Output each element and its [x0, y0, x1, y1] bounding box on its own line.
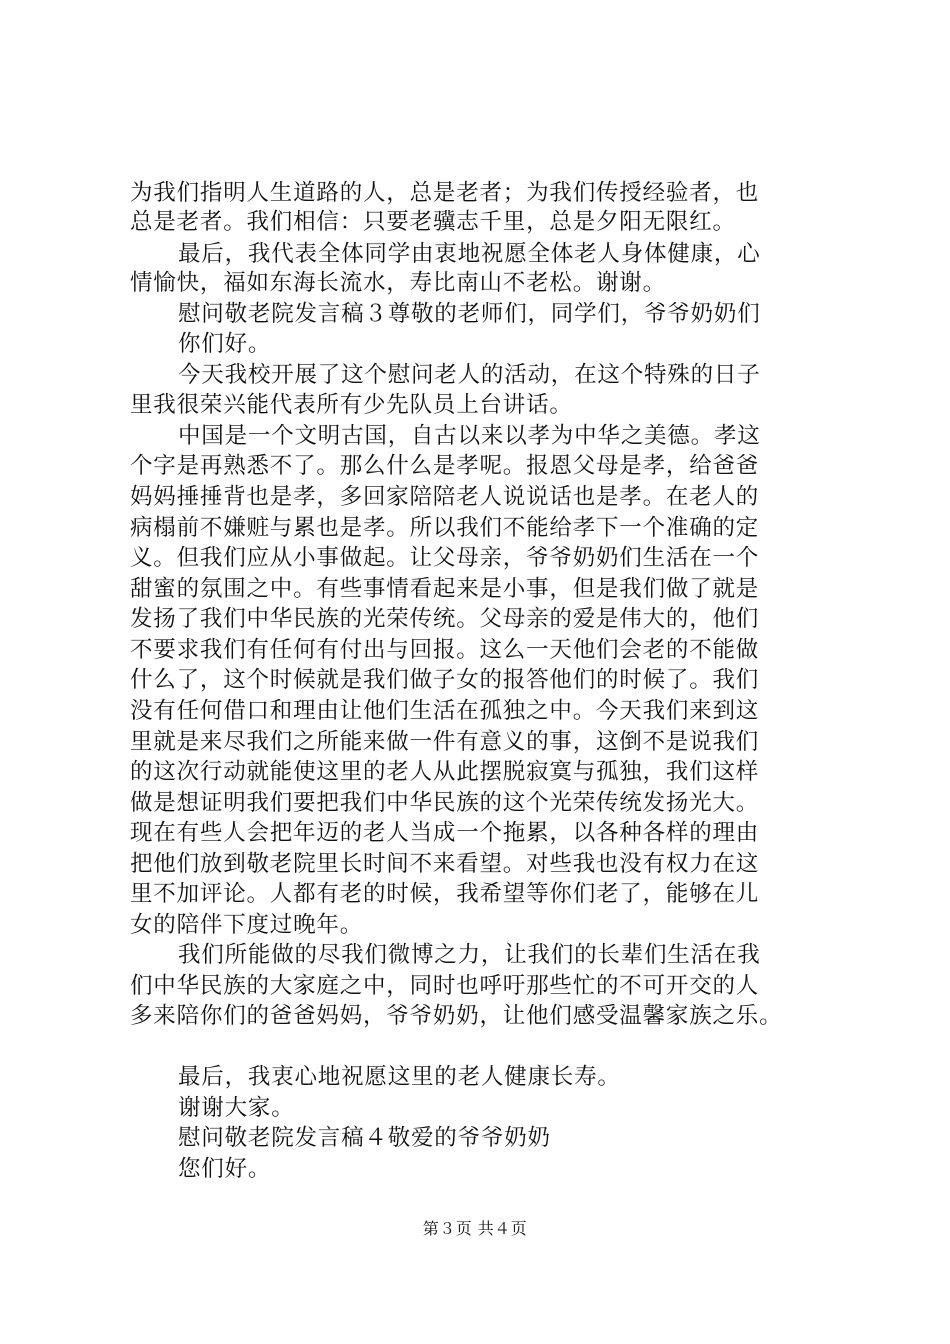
body-line: 为我们指明人生道路的人，总是老者；为我们传授经验者，也 — [130, 180, 760, 206]
body-line: 发扬了我们中华民族的光荣传统。父母亲的爱是伟大的，他们 — [130, 606, 760, 632]
body-line: 我们所能做的尽我们微博之力，让我们的长辈们生活在我 — [178, 942, 761, 968]
closing-line: 最后，我衷心地祝愿这里的老人健康长寿。 — [178, 1064, 621, 1090]
body-line: 里不加评论。人都有老的时候，我希望等你们老了，能够在儿 — [130, 881, 760, 907]
body-line: 妈妈捶捶背也是孝，多回家陪陪老人说说话也是孝。在老人的 — [130, 484, 760, 510]
section-heading-line: 慰问敬老院发言稿４敬爱的爷爷奶奶 — [178, 1125, 551, 1151]
body-line: 病榻前不嫌赃与累也是孝。所以我们不能给孝下一个准确的定 — [130, 515, 760, 541]
body-line: 义。但我们应从小事做起。让父母亲，爷爷奶奶们生活在一个 — [130, 545, 760, 571]
body-line: 什么了，这个时候就是我们做子女的报答他们的时候了。我们 — [130, 667, 760, 693]
body-line: 里我很荣兴能代表所有少先队员上台讲话。 — [130, 392, 573, 418]
body-line: 里就是来尽我们之所能来做一件有意义的事，这倒不是说我们 — [130, 729, 760, 755]
greeting-line: 你们好。 — [178, 331, 272, 357]
body-line: 的这次行动就能使这里的老人从此摆脱寂寞与孤独，我们这样 — [130, 759, 760, 785]
page-number-footer: 第３页 共４页 — [422, 1219, 528, 1238]
body-line: 今天我校开展了这个慰问老人的活动，在这个特殊的日子 — [178, 362, 761, 388]
body-line: 情愉快，福如东海长流水，寿比南山不老松。谢谢。 — [130, 270, 666, 296]
body-line: 不要求我们有任何有付出与回报。这么一天他们会老的不能做 — [130, 637, 760, 663]
body-line: 没有任何借口和理由让他们生活在孤独之中。今天我们来到这 — [130, 698, 760, 724]
body-line: 总是老者。我们相信：只要老骥志千里，总是夕阳无限红。 — [130, 209, 736, 235]
greeting-line: 您们好。 — [178, 1156, 272, 1182]
body-line: 们中华民族的大家庭之中，同时也呼吁那些忙的不可开交的人 — [130, 973, 760, 999]
body-line: 中国是一个文明古国，自古以来以孝为中华之美德。孝这 — [178, 423, 761, 449]
body-line: 甜蜜的氛围之中。有些事情看起来是小事，但是我们做了就是 — [130, 576, 760, 602]
section-heading-line: 慰问敬老院发言稿３尊敬的老师们，同学们，爷爷奶奶们 — [178, 301, 761, 327]
body-line: 把他们放到敬老院里长时间不来看望。对些我也没有权力在这 — [130, 851, 760, 877]
body-line: 个字是再熟悉不了。那么什么是孝呢。报恩父母是孝，给爸爸 — [130, 453, 760, 479]
closing-line: 谢谢大家。 — [178, 1095, 295, 1121]
body-line: 最后，我代表全体同学由衷地祝愿全体老人身体健康，心 — [178, 241, 761, 267]
body-line: 做是想证明我们要把我们中华民族的这个光荣传统发扬光大。 — [130, 790, 760, 816]
body-line: 女的陪伴下度过晚年。 — [130, 912, 364, 938]
body-line: 现在有些人会把年迈的老人当成一个拖累，以各种各样的理由 — [130, 820, 760, 846]
body-line: 多来陪你们的爸爸妈妈，爷爷奶奶，让他们感受温馨家族之乐。 — [130, 1003, 783, 1029]
